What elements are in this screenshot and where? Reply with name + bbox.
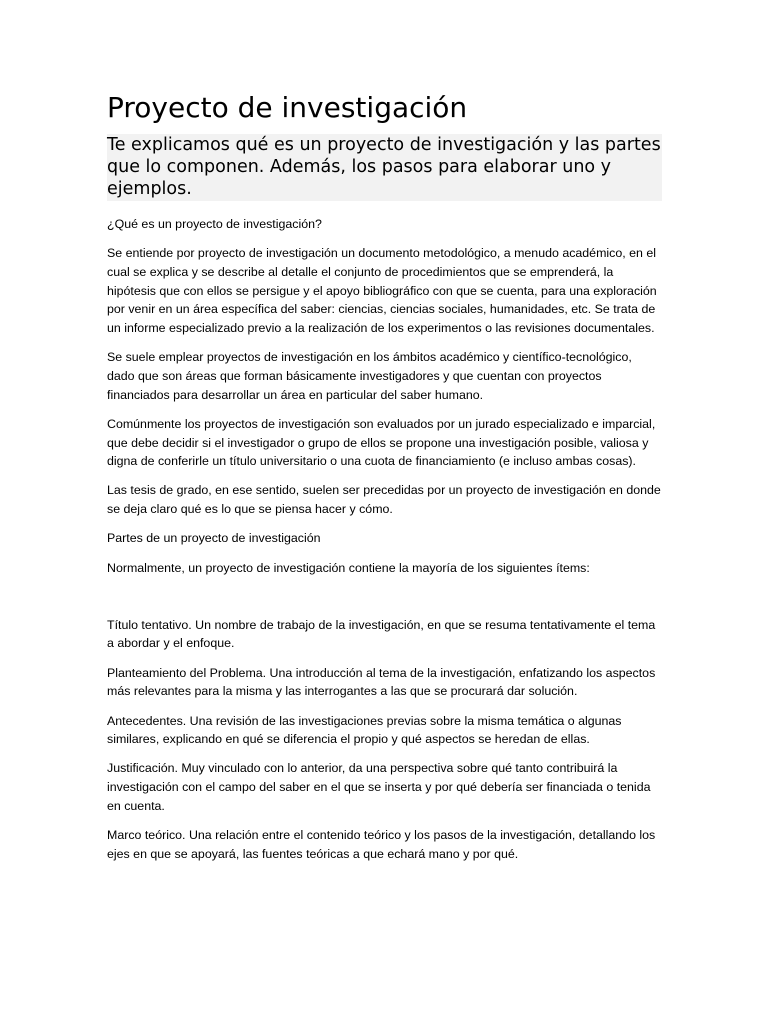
item-antecedentes: Antecedentes. Una revisión de las investigaciones previas sobre la misma temática o algunas similares, explicando en qué se diferencia el propio y qué aspectos se heredan de ellas. [107, 713, 622, 747]
paragraph-thesis: Las tesis de grado, en ese sentido, suelen ser precedidas por un proyecto de investigación en donde se deja claro qué es lo que se piensa hacer y cómo. [107, 483, 661, 517]
paragraph-definition: Se entiende por proyecto de investigación un documento metodológico, a menudo académico, en el cual se explica y se describe al detalle el conjunto de procedimientos que se emprenderá, la hipótesis que con ellos se persigue y el apoyo bibliográfico con que se cuenta, para una exploración por venir en un área específica del saber: ciencias, ciencias sociales, humanidades, etc. Se trata de un informe especializado previo a la realización de los experimentos o las revisiones documentales. [107, 246, 657, 336]
item-justificacion: Justificación. Muy vinculado con lo anterior, da una perspectiva sobre qué tanto contribuirá la investigación con el campo del saber en el que se inserta y por qué debería ser financiada o tenida en cuenta. [107, 761, 651, 813]
section-heading-parts: Partes de un proyecto de investigación [107, 531, 321, 546]
document-subtitle: Te explicamos qué es un proyecto de investigación y las partes que lo componen. Además, los pasos para elaborar uno y ejemplos. [107, 135, 661, 199]
item-titulo-tentativo: Título tentativo. Un nombre de trabajo de la investigación, en que se resuma tentativamente el tema a abordar y el enfoque. [107, 617, 656, 651]
document-page [107, 90, 662, 874]
item-planteamiento: Planteamiento del Problema. Una introducción al tema de la investigación, enfatizando los aspectos más relevantes para la misma y las interrogantes a las que se procurará dar solución. [107, 665, 656, 699]
paragraph-evaluation: Comúnmente los proyectos de investigación son evaluados por un jurado especializado e imparcial, que debe decidir si el investigador o grupo de ellos se propone una investigación posible, valiosa y digna de conferirle un título universitario o una cuota de financiamiento (e incluso ambas cosas). [107, 416, 656, 469]
paragraph-usage: Se suele emplear proyectos de investigación en los ámbitos académico y científico-tecnológico, dado que son áreas que forman básicamente investigadores y que cuentan con proyectos financiados para desarrollar un área en particular del saber humano. [107, 350, 632, 402]
paragraph-items-intro: Normalmente, un proyecto de investigación contiene la mayoría de los siguientes ítems: [107, 560, 590, 575]
blank-line [107, 588, 662, 616]
section-heading-what: ¿Qué es un proyecto de investigación? [107, 217, 322, 231]
item-marco-teorico: Marco teórico. Una relación entre el contenido teórico y los pasos de la investigación, detallando los ejes en que se apoyará, las fuentes teóricas a que echará mano y por qué. [107, 828, 656, 861]
document-title: Proyecto de investigación [107, 91, 468, 124]
